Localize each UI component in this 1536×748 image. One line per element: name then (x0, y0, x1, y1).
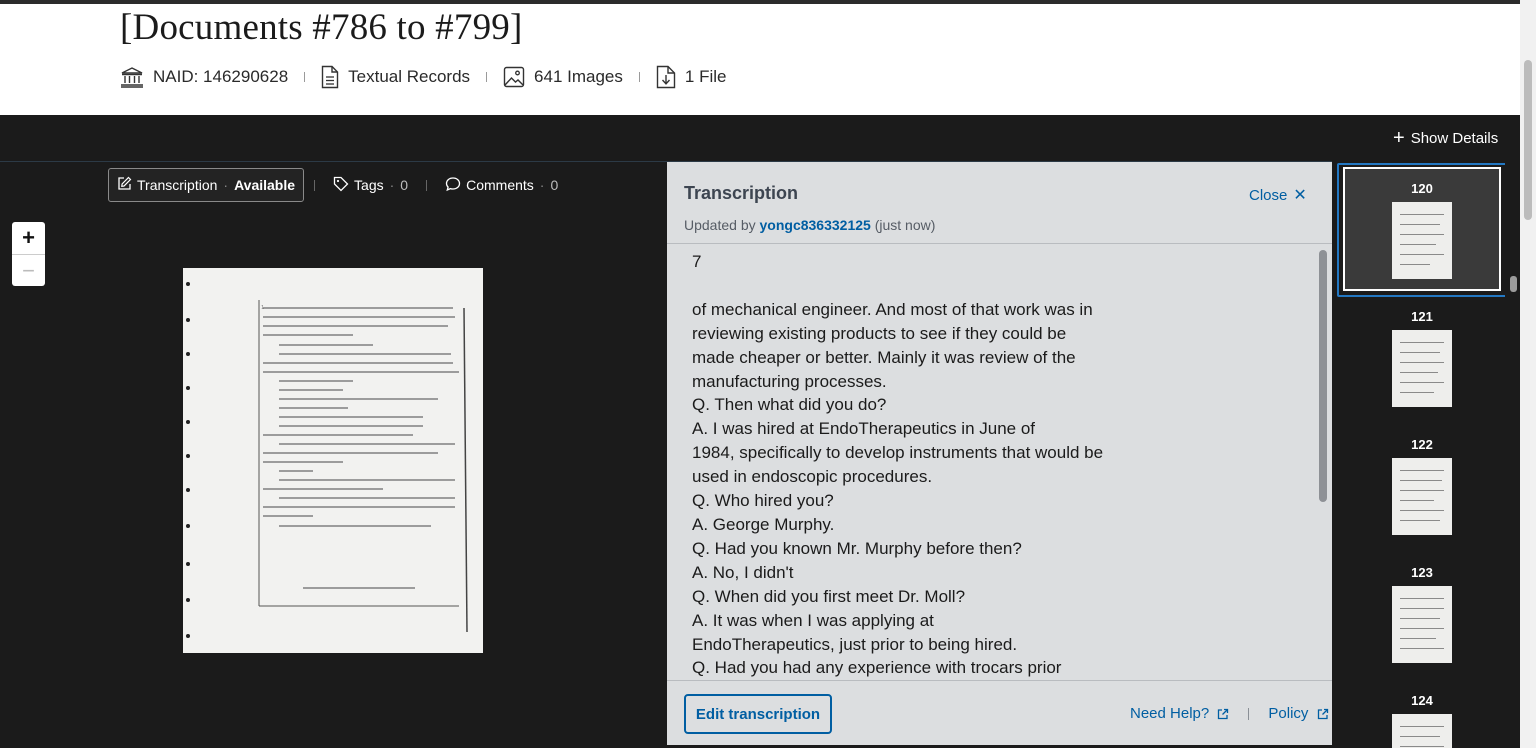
document-page-image[interactable] (183, 268, 483, 653)
files-count-text: 1 File (684, 67, 727, 86)
transcription-panel (667, 162, 1332, 745)
naid-item (120, 66, 288, 88)
separator-dot: · (539, 177, 545, 193)
divider (426, 180, 427, 191)
comment-icon (445, 176, 461, 195)
image-icon (503, 66, 525, 88)
show-details-label: Show Details (1410, 129, 1499, 147)
record-type-item (321, 65, 470, 89)
page-scrollbar[interactable] (1520, 0, 1536, 748)
panel-heading: Transcription (684, 183, 799, 203)
transcription-scrollbar-thumb[interactable] (1319, 250, 1327, 502)
tab-comments[interactable] (437, 168, 566, 202)
comments-count: 0 (550, 177, 559, 193)
zoom-controls (12, 222, 45, 286)
show-details-button[interactable] (1393, 128, 1498, 148)
transcription-scroll-area[interactable] (667, 244, 1332, 680)
thumbnail-page-number: 124 (1411, 693, 1433, 708)
thumbnail-page[interactable] (1343, 167, 1501, 291)
panel-footer (667, 680, 1332, 745)
transcription-text: 7 of mechanical engineer. And most of that work was in reviewing existing products to see if they could be made cheaper or better. Mainly it was review of the manufacturing processes. Q. Then what did you do? A. I was hired at EndoTherapeutics in June of 1984, specifically to develop instruments that would be used in endoscopic procedures. Q. Who hired you? A. George Murphy. Q. Had you known Mr. Murphy before then? A. No, I didn't Q. When did you first meet Dr. Moll? A. It was when I was applying at EndoTherapeutics, just prior to being hired. Q. Had you had any experience with trocars prior (692, 252, 1104, 678)
file-download-icon (656, 65, 676, 89)
thumbnail-strip (1335, 162, 1505, 748)
thumbnail-page-number: 121 (1411, 309, 1433, 324)
policy-link[interactable] (1268, 705, 1328, 722)
institution-icon (120, 66, 144, 88)
thumbnail-page[interactable] (1343, 551, 1501, 675)
updated-prefix: Updated by (684, 217, 756, 233)
thumbnail-page[interactable] (1343, 295, 1501, 419)
thumbnail-page-number: 122 (1411, 437, 1433, 452)
close-label: Close (1249, 186, 1288, 204)
plus-icon: + (1393, 127, 1405, 149)
need-help-link[interactable] (1130, 705, 1229, 722)
separator-dot: · (389, 177, 395, 193)
thumbnail-page-number: 123 (1411, 565, 1433, 580)
scanned-page-graphic (183, 268, 483, 653)
record-meta (120, 63, 726, 91)
files-item (656, 65, 727, 89)
page-title: [Documents #786 to #799] (120, 7, 523, 48)
divider (639, 72, 640, 82)
edit-icon (117, 176, 132, 194)
images-count-text: 641 Images (534, 67, 623, 86)
policy-label: Policy (1268, 705, 1309, 722)
separator-dot: · (223, 177, 229, 193)
close-button[interactable] (1249, 185, 1307, 205)
thumbnail-page[interactable] (1343, 679, 1501, 748)
record-type-text: Textual Records (348, 67, 471, 86)
images-item (503, 66, 623, 88)
svg-text:1: 1 (261, 305, 265, 311)
record-header (0, 4, 1520, 115)
zoom-in-button[interactable]: + (22, 225, 35, 250)
document-icon (321, 65, 339, 89)
thumbnail-scrollbar-thumb[interactable] (1510, 276, 1517, 292)
divider (304, 72, 305, 82)
updated-user-link[interactable]: yongc836332125 (759, 217, 871, 233)
tag-icon (333, 176, 349, 195)
viewer-toolbar (108, 168, 566, 202)
footer-links (1130, 705, 1329, 722)
close-icon: ✕ (1293, 187, 1307, 204)
thumbnail-scrollbar[interactable] (1507, 162, 1520, 748)
naid-text: NAID: 146290628 (153, 67, 289, 86)
divider (1248, 708, 1249, 720)
transcription-status: Available (234, 177, 296, 193)
tags-tab-label: Tags (354, 177, 384, 193)
thumbnail-image (1392, 458, 1452, 535)
need-help-label: Need Help? (1130, 705, 1210, 722)
thumbnail-page-number: 120 (1411, 181, 1433, 196)
edit-transcription-button[interactable]: Edit transcription (684, 694, 832, 734)
updated-time: (just now) (874, 217, 936, 233)
thumbnail-image (1392, 202, 1452, 279)
external-link-icon (1217, 708, 1229, 720)
zoom-out-button[interactable]: − (22, 257, 35, 283)
divider (486, 72, 487, 82)
transcription-tab-label: Transcription (137, 177, 218, 193)
thumbnail-image (1392, 330, 1452, 407)
tab-transcription[interactable] (108, 168, 304, 202)
tab-tags[interactable] (325, 168, 416, 202)
thumbnail-image (1392, 586, 1452, 663)
tags-count: 0 (400, 177, 409, 193)
updated-info (684, 217, 935, 233)
external-link-icon (1317, 708, 1329, 720)
thumbnail-image (1392, 714, 1452, 748)
comments-tab-label: Comments (466, 177, 534, 193)
divider (314, 180, 315, 191)
page-scrollbar-thumb[interactable] (1524, 60, 1532, 220)
thumbnail-page[interactable] (1343, 423, 1501, 547)
